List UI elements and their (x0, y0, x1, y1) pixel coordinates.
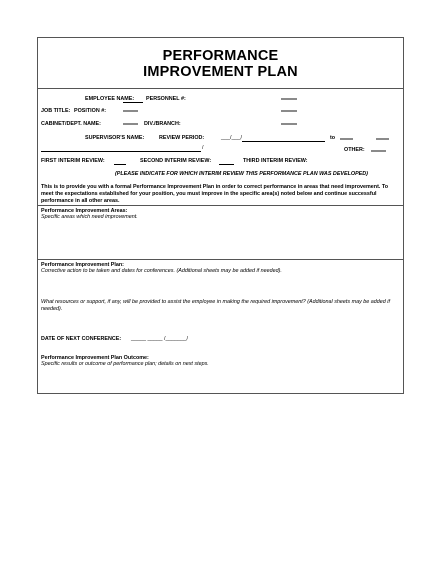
areas-description: Specific areas which need improvement. (41, 214, 138, 220)
cabinet-dept-label: CABINET/DEPT. NAME: (41, 121, 101, 127)
second-interim-review-label: SECOND INTERIM REVIEW: (140, 158, 212, 164)
employee-name-line[interactable] (123, 102, 143, 103)
next-conference-date[interactable]: _____ _____ /_______/ (131, 336, 188, 342)
position-field[interactable] (123, 110, 138, 112)
plan-divider (38, 259, 403, 260)
supervisor-name-label: SUPERVISOR'S NAME: (85, 135, 145, 141)
job-title-label: JOB TITLE: (41, 108, 71, 114)
title-line-1: PERFORMANCE (162, 48, 279, 64)
first-interim-review-label: FIRST INTERIM REVIEW: (41, 158, 105, 164)
review-period-end-year-field[interactable] (376, 138, 389, 140)
plan-description: Corrective action to be taken and dates for conferences. (Additional sheets may be added if needed). (41, 268, 282, 274)
plan-title: Performance Improvement Plan: (41, 262, 124, 268)
personnel-field[interactable] (281, 98, 297, 100)
interim-review-note: (PLEASE INDICATE FOR WHICH INTERIM REVIEW THIS PERFORMANCE PLAN WAS DEVELOPED) (115, 171, 368, 177)
review-period-start-date[interactable]: ___/___/ (221, 135, 242, 141)
position-label: POSITION #: (74, 108, 107, 114)
outcome-title: Performance Improvement Plan Outcome: (41, 355, 149, 361)
employee-name-label: EMPLOYEE NAME: (85, 96, 135, 102)
outcome-description: Specific results or outcome of performance plan; details on next steps. (41, 361, 209, 367)
div-branch-field[interactable] (281, 123, 297, 125)
slash-mark: / (202, 145, 204, 151)
areas-divider (38, 205, 403, 206)
other-field[interactable] (371, 150, 386, 152)
intro-paragraph: This is to provide you with a formal Performance Improvement Plan in order to correct performance in areas that need improvement. To meet the expectations established for your position, you must improve in the specific area(s) noted below and continue successful performance in all other areas. (41, 184, 389, 204)
pip-form (37, 37, 404, 394)
review-period-start-line[interactable] (242, 141, 325, 142)
first-interim-review-field[interactable] (114, 164, 126, 165)
title-line-2: IMPROVEMENT PLAN (143, 64, 298, 80)
next-conference-label: DATE OF NEXT CONFERENCE: (41, 336, 122, 342)
areas-title: Performance Improvement Areas: (41, 208, 128, 214)
resources-question: What resources or support, if any, will be provided to assist the employee in making the required improvement? (Additional sheets may be added if needed). (41, 299, 390, 312)
second-interim-review-field[interactable] (219, 164, 234, 165)
review-period-label: REVIEW PERIOD: (159, 135, 205, 141)
review-period-end-field[interactable] (340, 138, 353, 140)
div-branch-label: DIV./BRANCH: (144, 121, 181, 127)
to-label: to (330, 135, 336, 141)
personnel-label: PERSONNEL #: (146, 96, 186, 102)
form-header (38, 38, 403, 89)
supervisor-name-line[interactable] (41, 151, 201, 152)
other-label: OTHER: (344, 147, 365, 153)
job-title-field[interactable] (281, 110, 297, 112)
cabinet-dept-field[interactable] (123, 123, 138, 125)
third-interim-review-label: THIRD INTERIM REVIEW: (243, 158, 308, 164)
